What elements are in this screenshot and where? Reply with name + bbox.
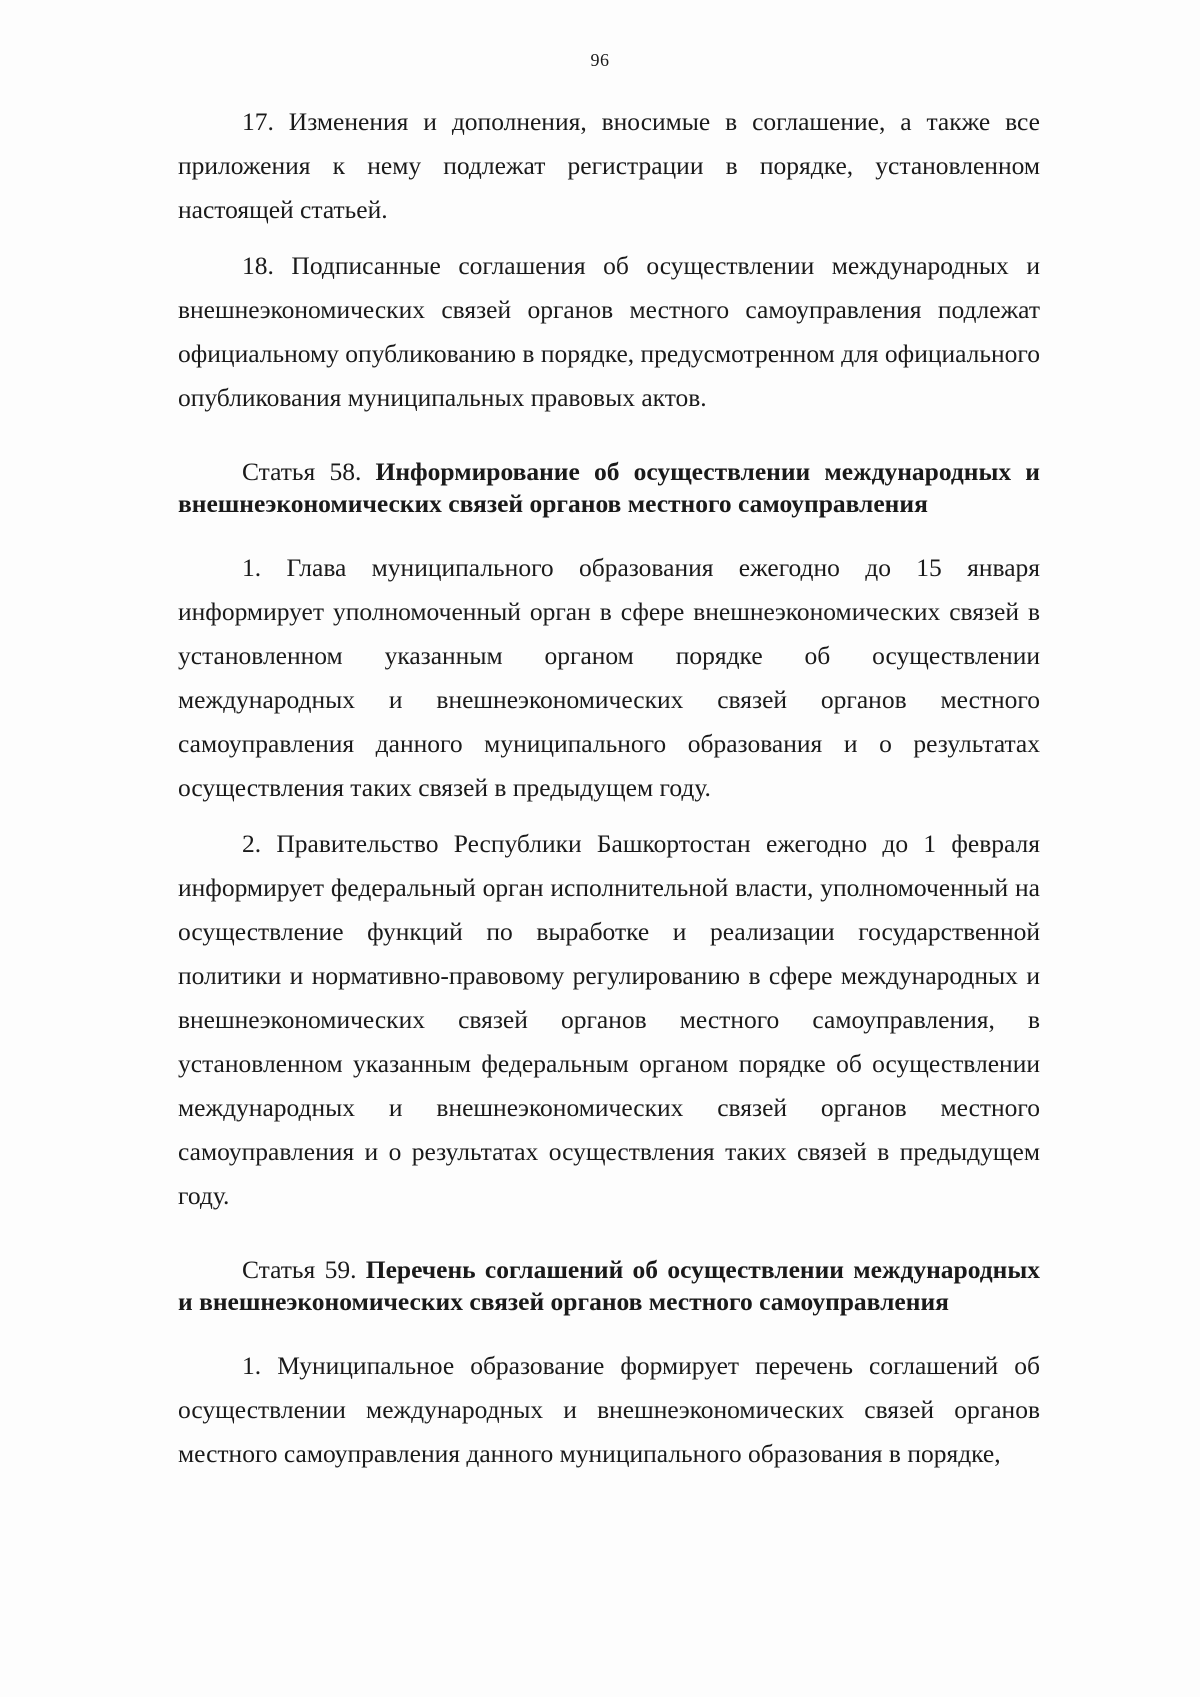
article-59-title: Перечень соглашений об осуществлении международных и внешнеэкономических связей органов местного самоуправления bbox=[178, 1255, 1040, 1316]
article-59-number: Статья 59. bbox=[242, 1255, 366, 1284]
article-59-heading bbox=[178, 1254, 1040, 1318]
article-59-paragraph-1: 1. Муниципальное образование формирует перечень соглашений об осуществлении международных и внешнеэкономических связей органов местного самоуправления данного муниципального образования в порядке, bbox=[178, 1351, 1040, 1468]
paragraph-17: 17. Изменения и дополнения, вносимые в соглашение, а также все приложения к нему подлежат регистрации в порядке, установленном настоящей статьей. bbox=[178, 107, 1040, 224]
article-58-paragraph-2: 2. Правительство Республики Башкортостан ежегодно до 1 февраля информирует федеральный орган исполнительной власти, уполномоченный на осуществление функций по выработке и реализации государственной политики и нормативно-правовому регулированию в сфере международных и внешнеэкономических связей органов местного самоуправления, в установленном указанным федеральным органом порядке об осуществлении международных и внешнеэкономических связей органов местного самоуправления и о результатах осуществления таких связей в предыдущем году. bbox=[178, 829, 1040, 1210]
article-58-title: Информирование об осуществлении международных и внешнеэкономических связей органов местного самоуправления bbox=[178, 457, 1040, 518]
article-58-paragraph-1: 1. Глава муниципального образования ежегодно до 15 января информирует уполномоченный орган в сфере внешнеэкономических связей в установленном указанным органом порядке об осуществлении международных и внешнеэкономических связей органов местного самоуправления данного муниципального образования и о результатах осуществления таких связей в предыдущем году. bbox=[178, 553, 1040, 802]
paragraph-18: 18. Подписанные соглашения об осуществлении международных и внешнеэкономических связей органов местного самоуправления подлежат официальному опубликованию в порядке, предусмотренном для официального опубликования муниципальных правовых актов. bbox=[178, 251, 1040, 412]
article-58-number: Статья 58. bbox=[242, 457, 376, 486]
page-number: 96 bbox=[590, 50, 610, 70]
article-58-heading bbox=[178, 456, 1040, 520]
document-body bbox=[178, 100, 1040, 1488]
